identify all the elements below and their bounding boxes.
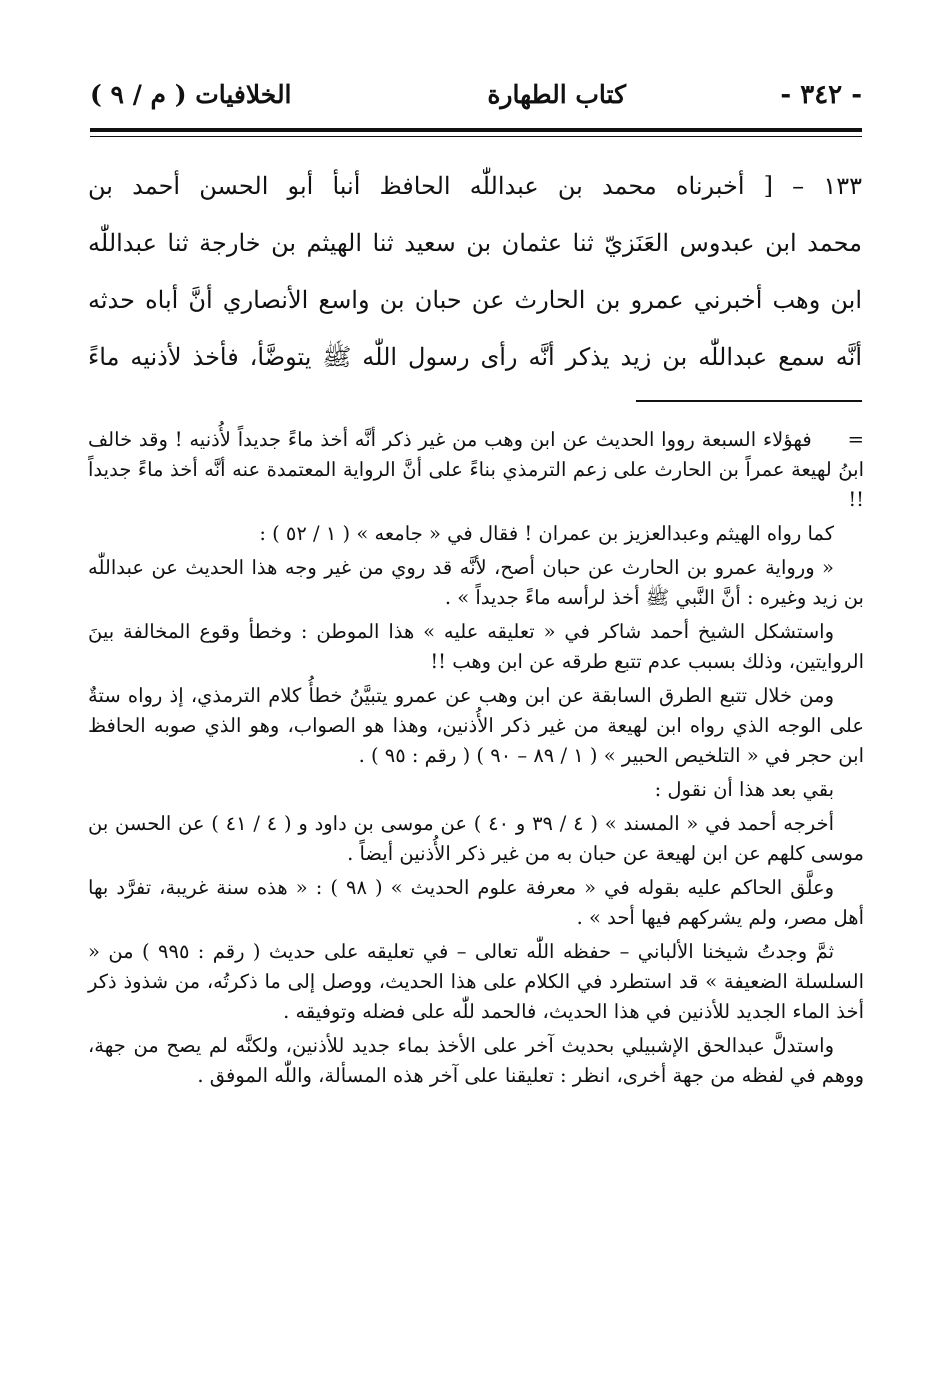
footnote-paragraph: واستدلَّ عبدالحق الإشبيلي بحديث آخر على الأخذ بماء جديد للأذنين، ولكنَّه لم يصح من جهة، ووهم في لفظه من جهة أخرى، انظر : تعليقنا على آخر هذه المسألة، واللّٰه الموفق . bbox=[88, 1034, 864, 1087]
main-line: أنَّه سمع عبداللّٰه بن زيد يذكر أنَّه رأى رسول اللّٰه ﷺ يتوضَّأ، فأخذ لأذنيه ماءً bbox=[88, 343, 862, 371]
footnotes bbox=[88, 425, 864, 1095]
footnote-paragraph bbox=[88, 425, 864, 515]
footnote-separator bbox=[636, 400, 862, 402]
footnote-paragraph: واستشكل الشيخ أحمد شاكر في « تعليقه عليه » هذا الموطن : وخطأ وقوع المخالفة بينَ الروايتين، وذلك بسبب عدم تتبع طرقه عن ابن وهب !! bbox=[88, 620, 864, 673]
header-rule-thin bbox=[90, 136, 862, 137]
footnote-paragraph: ثمَّ وجدتُ شيخنا الألباني – حفظه اللّٰه تعالى – في تعليقه على حديث ( رقم : ٩٩٥ ) من « السلسلة الضعيفة » قد استطرد في الكلام على هذا الحديث، ووصل إلى ما ذكرتُه، من شذوذ ذكر أخذ الماء الجديد للأذنين في هذا الحديث، فالحمد للّٰه على فضله وتوفيقه . bbox=[88, 940, 864, 1023]
main-text bbox=[88, 158, 862, 386]
footnote-text: فهؤلاء السبعة رووا الحديث عن ابن وهب من غير ذكر أنَّه أخذ ماءً جديداً لأُذنيه ! وقد خالف ابنُ لهيعة عمراً بن الحارث على زعم الترمذي بناءً على أنَّ الرواية المعتمدة عنه أنَّه أخذ ماءً جديداً !! bbox=[88, 428, 864, 511]
main-line: محمد ابن عبدوس العَنَزيّ ثنا عثمان بن سعيد ثنا الهيثم بن خارجة ثنا عبداللّٰه bbox=[88, 229, 862, 257]
header-rule-thick bbox=[90, 128, 862, 132]
footnote-paragraph: بقي بعد هذا أن نقول : bbox=[654, 778, 834, 801]
page-number: - ٣٤٢ - bbox=[780, 80, 862, 110]
footnote-continuation-marker: = bbox=[847, 428, 864, 451]
main-line: ١٣٣ – [ أخبرناه محمد بن عبداللّٰه الحافظ أنبأ أبو الحسن أحمد بن bbox=[88, 172, 862, 200]
footnote-paragraph: أخرجه أحمد في « المسند » ( ٤ / ٣٩ و ٤٠ ) عن موسى بن داود و ( ٤ / ٤١ ) عن الحسن بن موسى كلهم عن ابن لهيعة عن حبان به من غير ذكر الأُذنين أيضاً . bbox=[88, 812, 864, 865]
footnote-paragraph: « ورواية عمرو بن الحارث عن حبان أصح، لأنَّه قد روي من غير وجه هذا الحديث عن عبداللّٰه بن زيد وغيره : أنَّ النَّبي ﷺ أخذ لرأسه ماءً جديداً » . bbox=[88, 556, 864, 609]
page-header bbox=[90, 78, 862, 118]
footnote-paragraph: وعلَّق الحاكم عليه بقوله في « معرفة علوم الحديث » ( ٩٨ ) : « هذه سنة غريبة، تفرَّد بها أهل مصر، ولم يشركهم فيها أحد » . bbox=[88, 876, 864, 929]
main-line: ابن وهب أخبرني عمرو بن الحارث عن حبان بن واسع الأنصاري أنَّ أباه حدثه bbox=[88, 286, 862, 314]
section-title: الخلافيات ( م / ٩ ) bbox=[90, 80, 292, 109]
footnote-paragraph: كما رواه الهيثم وعبدالعزيز بن عمران ! فقال في « جامعه » ( ١ / ٥٢ ) : bbox=[259, 522, 834, 545]
footnote-paragraph: ومن خلال تتبع الطرق السابقة عن ابن وهب عن عمرو يتبيَّنُ خطأُ كلام الترمذي، إذ رواه ستةٌ على الوجه الذي رواه ابن لهيعة من غير ذكر الأُذنين، وهذا هو الصواب، وهو الذي صوبه الحافظ ابن حجر في « التلخيص الحبير » ( ١ / ٨٩ – ٩٠ ) ( رقم : ٩٥ ) . bbox=[88, 684, 864, 767]
book-title: كتاب الطهارة bbox=[487, 80, 626, 109]
